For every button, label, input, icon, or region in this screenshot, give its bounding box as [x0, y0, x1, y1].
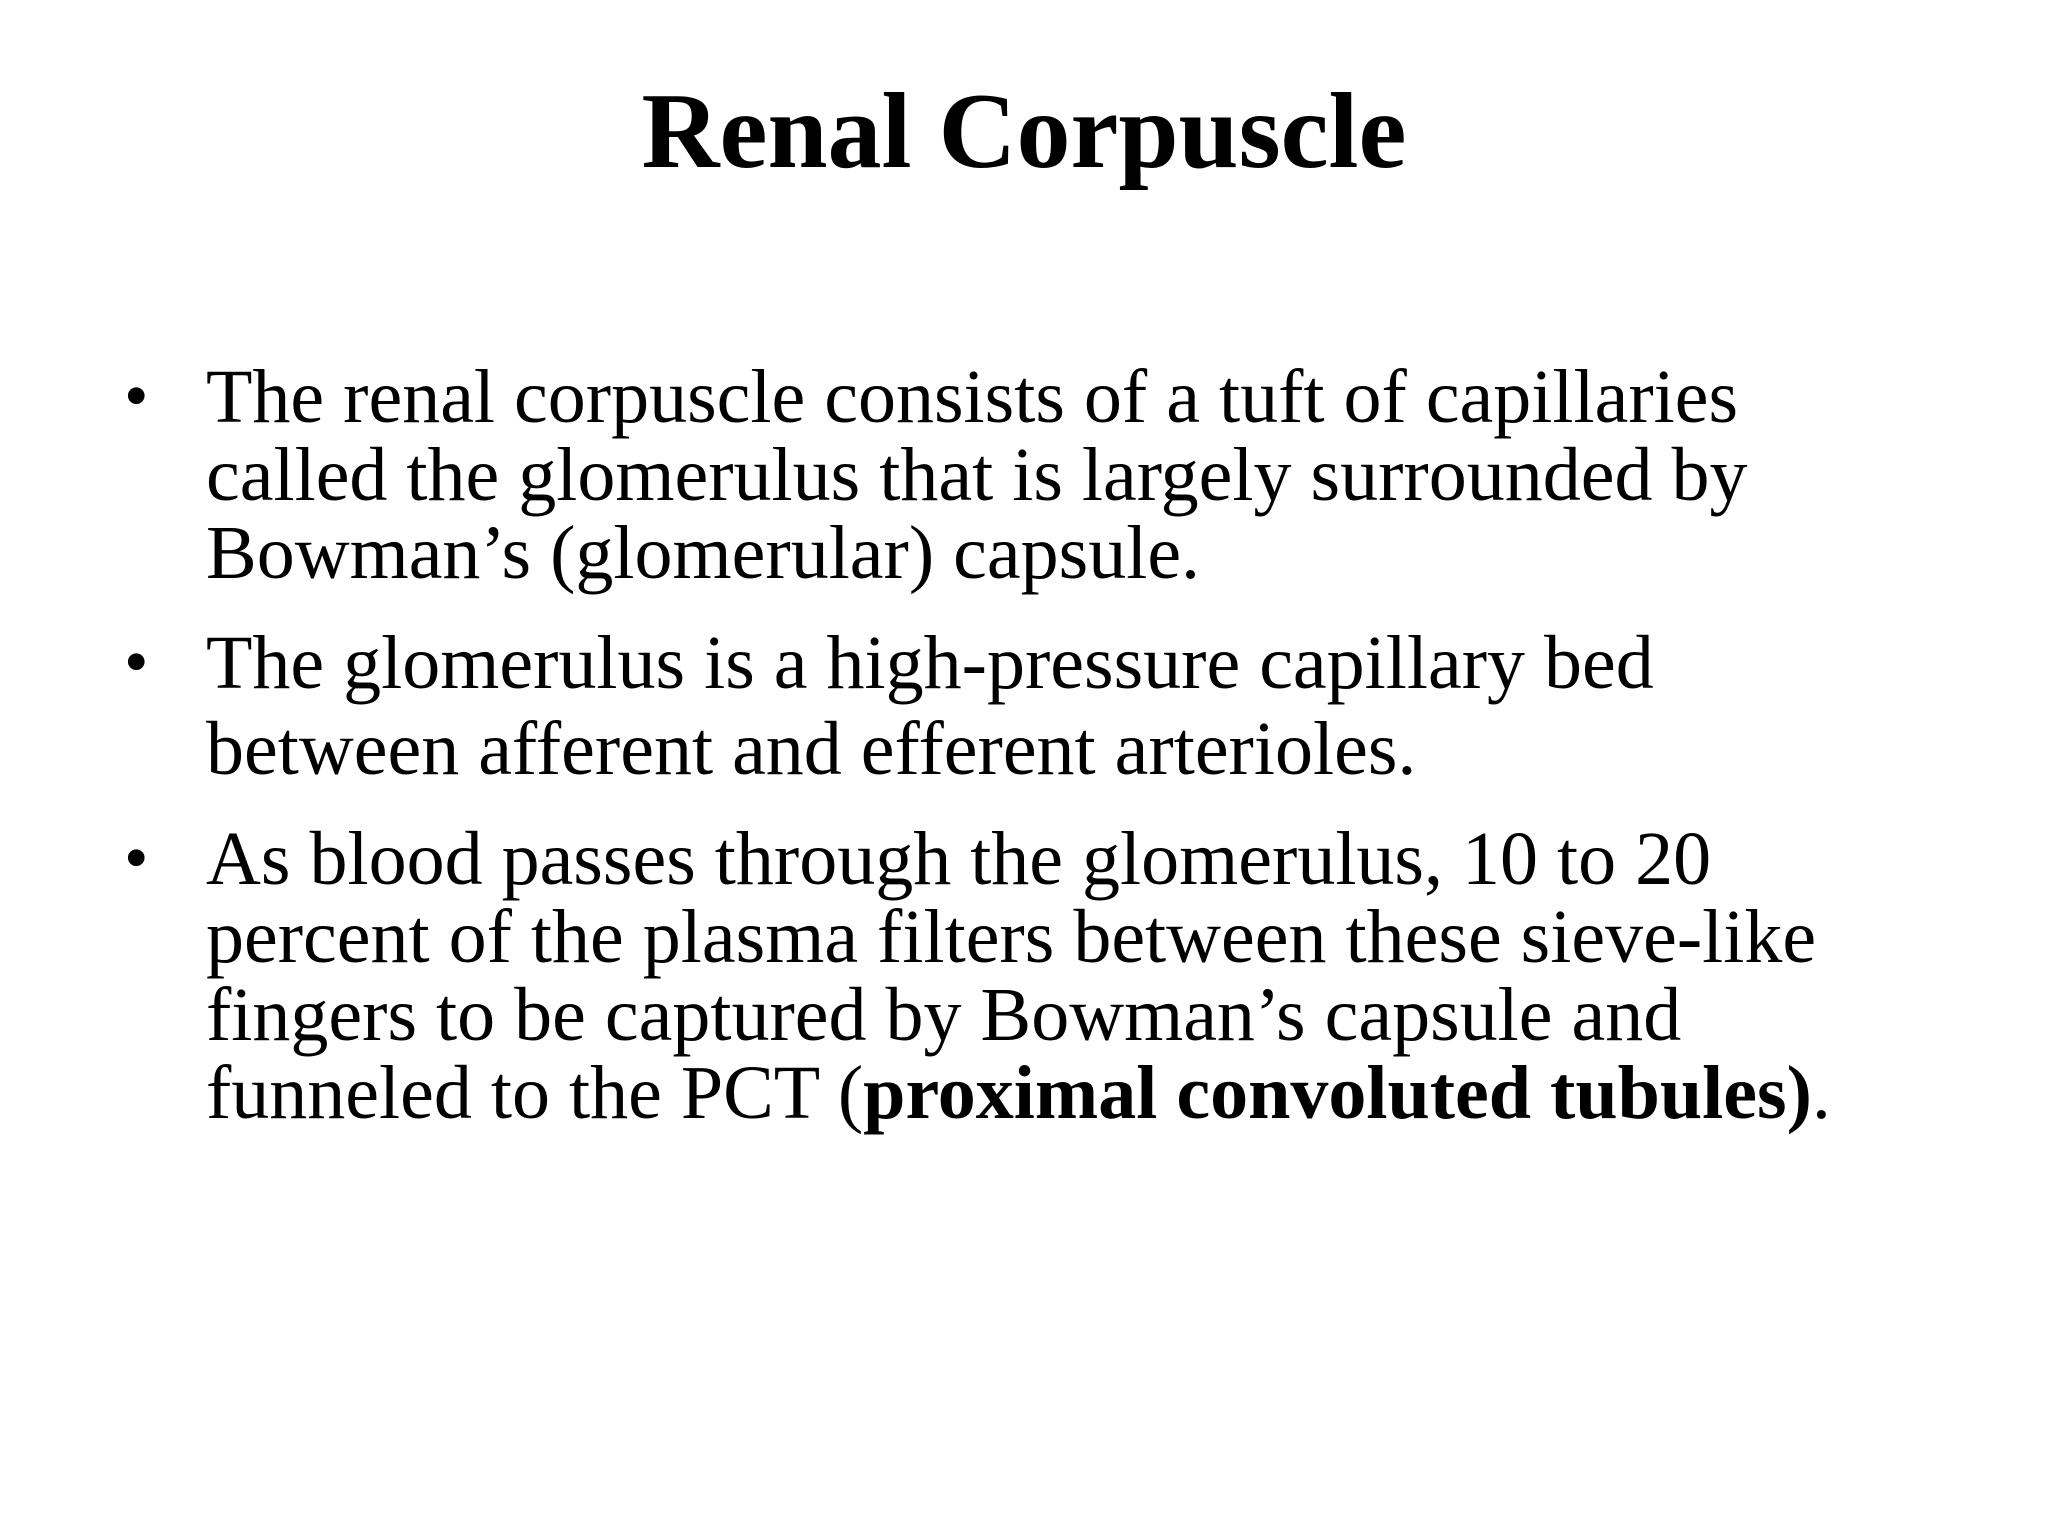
bullet-icon: • [124, 358, 149, 435]
bullet-icon: • [124, 820, 149, 897]
bullet-item [118, 817, 1878, 1135]
bullet-text-end: . [1811, 1051, 1831, 1135]
slide-title: Renal Corpuscle [641, 72, 1407, 191]
bullet-text: As blood passes through the glomerulus, 10 to 20 percent of the plasma filters between these sieve-like fingers to be captured by Bowman’s capsule and funneled to the PCT ( [206, 817, 1817, 1135]
bullet-item [118, 355, 1878, 595]
bullet-icon: • [124, 624, 149, 701]
bullet-text: The glomerulus is a high-pressure capillary bed between afferent and efferent arterioles. [206, 621, 1654, 791]
bullet-list [118, 355, 1878, 1135]
bullet-item [118, 620, 1878, 792]
bullet-text: The renal corpuscle consists of a tuft of capillaries called the glomerulus that is largely surrounded by Bowman’s (glomerular) capsule. [206, 355, 1748, 595]
bullet-bold-text: proximal convoluted tubules) [863, 1051, 1812, 1135]
